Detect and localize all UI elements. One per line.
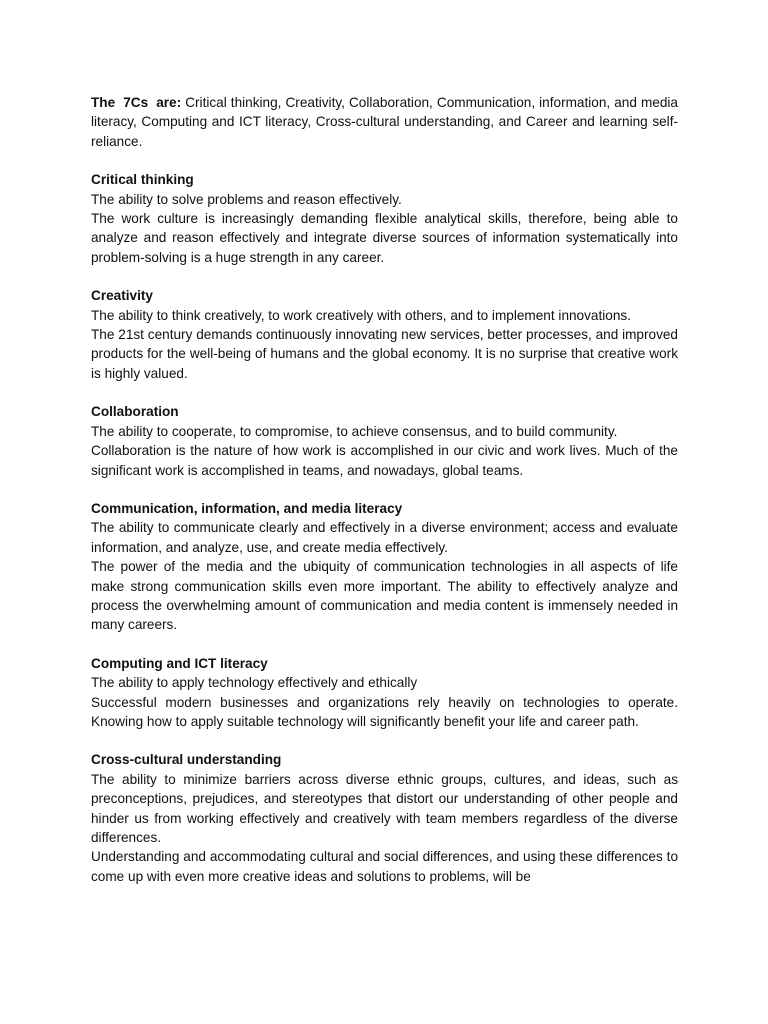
section-definition: The ability to think creatively, to work creatively with others, and to implement innovations.: [91, 307, 631, 323]
section-title: Cross-cultural understanding: [91, 752, 282, 768]
section-body: The work culture is increasingly demanding flexible analytical skills, therefore, being able to analyze and reason effectively and integrate diverse sources of information systematically into problem-solving is a huge strength in any career.: [91, 211, 678, 265]
section-collaboration: [91, 402, 678, 480]
section-body: Successful modern businesses and organizations rely heavily on technologies to operate. Knowing how to apply suitable technology will significantly benefit your life and career path.: [91, 694, 678, 729]
section-definition: The ability to solve problems and reason effectively.: [91, 191, 402, 207]
section-critical-thinking: [91, 170, 678, 267]
intro-lead: The 7Cs are:: [91, 95, 182, 110]
intro-paragraph: [91, 93, 678, 151]
section-title: Computing and ICT literacy: [91, 655, 268, 671]
section-communication: [91, 499, 678, 635]
section-body: The 21st century demands continuously innovating new services, better processes, and improved products for the well-being of humans and the global economy. It is no surprise that creative work is highly valued.: [91, 327, 678, 381]
section-body: Understanding and accommodating cultural and social differences, and using these differences to come up with even more creative ideas and solutions to problems, will be: [91, 849, 678, 884]
section-title: Communication, information, and media literacy: [91, 500, 403, 516]
section-definition: The ability to apply technology effectively and ethically: [91, 675, 418, 691]
document-page: [91, 93, 678, 905]
section-creativity: [91, 286, 678, 383]
section-computing-ict: [91, 654, 678, 732]
section-definition: The ability to cooperate, to compromise, to achieve consensus, and to build community.: [91, 423, 618, 439]
section-cross-cultural: [91, 750, 678, 886]
section-body: Collaboration is the nature of how work is accomplished in our civic and work lives. Much of the significant work is accomplished in teams, and nowadays, global teams.: [91, 443, 678, 478]
section-definition: The ability to communicate clearly and effectively in a diverse environment; access and evaluate information, and analyze, use, and create media effectively.: [91, 520, 678, 555]
section-body: The power of the media and the ubiquity of communication technologies in all aspects of life make strong communication skills even more important. The ability to effectively analyze and process the overwhelming amount of communication and media content is immensely needed in many careers.: [91, 559, 678, 633]
section-definition: The ability to minimize barriers across diverse ethnic groups, cultures, and ideas, such as preconceptions, prejudices, and stereotypes that distort our understanding of other people and hinder us from working effectively and creatively with team members regardless of the diverse differences.: [91, 771, 678, 845]
section-title: Critical thinking: [91, 172, 194, 188]
section-title: Creativity: [91, 288, 153, 304]
section-title: Collaboration: [91, 404, 179, 420]
intro-text: Critical thinking, Creativity, Collaboration, Communication, information, and media literacy, Computing and ICT literacy, Cross-cultural understanding, and Career and learning self-reliance.: [91, 95, 678, 149]
